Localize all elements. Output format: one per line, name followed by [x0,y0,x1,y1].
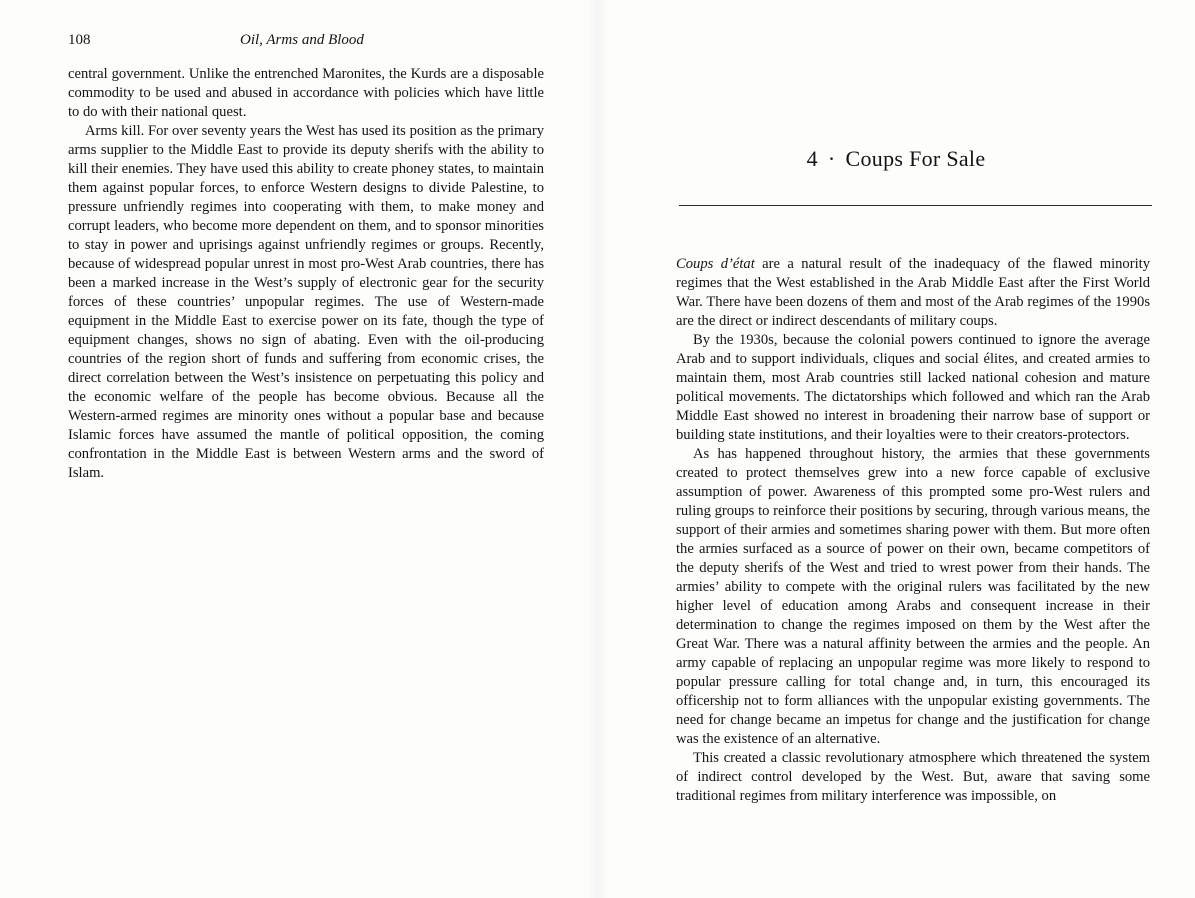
paragraph: As has happened throughout history, the armies that these governments created to protect themselves grew into a new force capable of exclusive assumption of power. Awareness of this prompted some pro-West rulers and ruling groups to reinforce their positions by securing, through various means, the support of their armies and sometimes sharing power with them. But more often the armies surfaced as a source of power on their own, became competitors of the deputy sherifs of the West and tried to wrest power from their hands. The armies’ ability to compete with the original rulers was facilitated by the new higher level of education among Arabs and consequent increase in their determination to change the regimes imposed on them by the West after the Great War. There was a natural affinity between the armies and the people. An army capable of replacing an unpopular regime was more likely to respond to popular pressure calling for total change and, in turn, this encouraged its officership not to form alliances with the unpopular existing governments. The need for change became an impetus for change and the justification for change was the existence of an alternative. [676,446,1150,747]
right-text-column [676,255,1150,806]
running-title: Oil, Arms and Blood [240,32,364,48]
paragraph: By the 1930s, because the colonial powers continued to ignore the average Arab and to support individuals, cliques and social élites, and created armies to maintain them, most Arab countries still lacked national cohesion and mature political movements. The dictatorships which followed and which ran the Arab Middle East showed no interest in broadening their narrow base of support or building state institutions, and their loyalties were to their creators-protectors. [676,332,1150,443]
paragraph-text: are a natural result of the inadequacy of the flawed minority regimes that the West established in the Arab Middle East after the First World War. There have been dozens of them and most of the Arab regimes of the 1990s are the direct or indirect descendants of military coups. [676,256,1150,329]
italic-lead: Coups d’état [676,256,755,272]
chapter-separator: · [827,146,836,171]
right-page [597,0,1195,898]
page-number: 108 [68,32,91,48]
running-head [68,32,548,52]
paragraph [676,255,1150,331]
left-page [0,0,597,898]
chapter-rule [679,205,1152,206]
paragraph: Arms kill. For over seventy years the West has used its position as the primary arms supplier to the Middle East to provide its deputy sherifs with the ability to kill their enemies. They have used this ability to create phoney states, to maintain them against popular forces, to enforce Western designs to divide Palestine, to pressure unfriendly regimes into cooperating with them, to make money and corrupt leaders, who become more dependent on them, and to sponsor minorities to stay in power and uprisings against unfriendly regimes or groups. Recently, because of widespread popular unrest in most pro-West Arab countries, there has been a marked increase in the West’s supply of electronic gear for the security forces of these countries’ unpopular regimes. The use of Western-made equipment in the Middle East to exercise power on its fate, though the type of equipment changes, shows no sign of abating. Even with the oil-producing countries of the region short of funds and suffering from economic crises, the direct correlation between the West’s insistence on perpetuating this policy and the economic welfare of the people has become obvious. Because all the Western-armed regimes are minority ones without a popular base and because Islamic forces have assumed the mantle of political opposition, the coming confrontation in the Middle East is between Western arms and the sword of Islam. [68,123,544,481]
paragraph: central government. Unlike the entrenched Maronites, the Kurds are a disposable commodity to be used and abused in accordance with policies which have little to do with their national quest. [68,66,544,120]
left-text-column [68,65,544,483]
chapter-title: Coups For Sale [845,146,986,171]
paragraph: This created a classic revolutionary atmosphere which threatened the system of indirect control developed by the West. But, aware that saving some traditional regimes from military interference was impossible, on [676,750,1150,804]
chapter-heading [597,146,1195,176]
chapter-number: 4 [806,146,818,171]
